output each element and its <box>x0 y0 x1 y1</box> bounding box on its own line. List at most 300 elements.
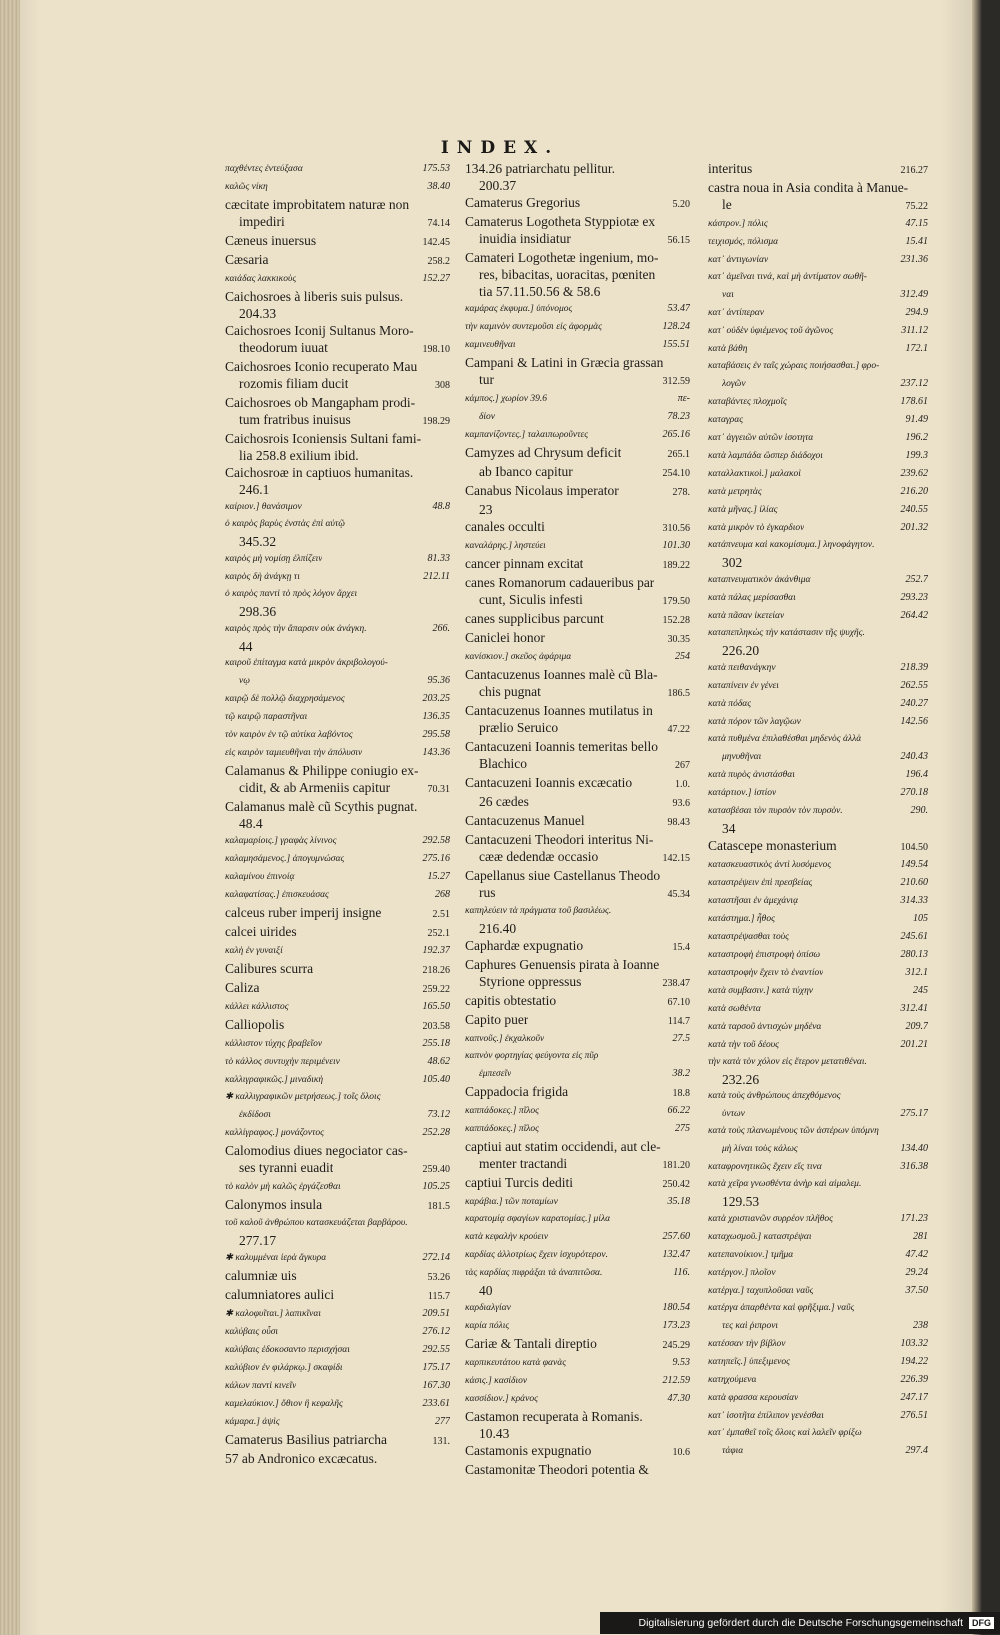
index-entry-term: cidit, & ab Armeniis capitur <box>239 780 391 795</box>
index-entry-term: καταστροφὴ ἐπιστροφὴ ὀπίσω <box>708 950 821 960</box>
index-entry-reference: 275 <box>675 1123 690 1134</box>
index-entry-reference: 152.28 <box>662 615 690 626</box>
index-entry <box>465 537 690 555</box>
index-entry-reference: 155.51 <box>662 339 690 350</box>
index-entry <box>225 305 450 322</box>
index-entry-reference: 245.29 <box>662 1340 690 1351</box>
index-entry-term: καταστῆσαι ἐν ἀμεχάνιᾳ <box>708 896 799 906</box>
index-entry-reference: 98.43 <box>667 817 690 828</box>
index-entry-term: calumniatores aulici <box>225 1287 335 1302</box>
index-entry-term: κάλλει κάλλιστος <box>225 1002 289 1012</box>
index-entry-reference: 142.15 <box>662 853 690 864</box>
index-entry-term: ὁ καιρὸς βαρὺς ἐνστὰς ἐπὶ αὐτῷ <box>225 519 345 529</box>
index-entry-term: κατ᾽ ἐμπαθεῖ τοῖς ὅλοις καὶ λαλεῖν φρίξω <box>708 1428 862 1438</box>
index-entry-term: Cantacuzeni Ioannis excæcatio <box>465 775 633 790</box>
index-entry-reference: 278. <box>672 487 690 498</box>
index-entry-reference: 15.4 <box>672 942 690 953</box>
index-entry <box>708 802 928 820</box>
index-entry <box>225 358 450 375</box>
index-entry-term: ✱ καλοφυῖται.] λαπικῖναι <box>225 1309 322 1319</box>
index-entry-term: Cantacuzeni Theodori interitus Ni- <box>465 832 654 847</box>
index-entry <box>708 465 928 483</box>
index-entry-term: Calamanus malè cũ Scythis pugnat. <box>225 799 418 814</box>
index-entry <box>465 1211 690 1228</box>
index-entry-term: κατὰ πυθμένα ἐπιλαθέσθαι μηδενὸς ἀλλὰ <box>708 734 862 744</box>
index-entry <box>465 555 690 574</box>
index-entry-term: 277.17 <box>239 1233 277 1248</box>
index-entry-term: κατὰ σωθέντα <box>708 1004 761 1014</box>
index-entry <box>708 571 928 589</box>
index-entry-reference: 311.12 <box>901 325 928 336</box>
index-entry-term: captiui Turcis dediti <box>465 1175 573 1190</box>
index-entry-term: καιρὸς πρὸς τὴν ἄπαρσιν οὐκ ἀνάγκη. <box>225 624 367 634</box>
index-entry <box>225 1016 450 1035</box>
index-entry-term: κατέργον.] πλοῖον <box>708 1268 776 1278</box>
index-entry <box>225 620 450 638</box>
index-entry <box>708 501 928 519</box>
index-entry-reference: 295.58 <box>422 729 450 740</box>
index-entry-term: menter tractandi <box>479 1156 568 1171</box>
index-entry-term: inuidia insidiatur <box>479 231 571 246</box>
index-entry <box>225 655 450 672</box>
index-entry-reference: 203.25 <box>422 693 450 704</box>
index-entry-reference: 178.61 <box>900 396 928 407</box>
index-entry <box>225 1377 450 1395</box>
index-entry <box>708 731 928 748</box>
index-entry-reference: 247.17 <box>900 1392 928 1403</box>
index-entry-term: κατὰ πυρὸς ἀνιστάσθαι <box>708 770 795 780</box>
index-entry-term: prælio Seruico <box>479 720 559 735</box>
index-entry-term: Caichosroæ in captiuos humanitas. <box>225 465 414 480</box>
index-entry-term: κατὰ ταρσοῦ ἀντισχών μηδένα <box>708 1022 822 1032</box>
index-entry <box>708 892 928 910</box>
index-entry <box>225 430 450 447</box>
index-entry-reference: 173.23 <box>662 1320 690 1331</box>
index-entry <box>708 358 928 375</box>
index-entry <box>465 1102 690 1120</box>
index-entry-reference: 105.40 <box>422 1074 450 1085</box>
index-entry <box>708 910 928 928</box>
index-entry <box>465 1065 690 1083</box>
index-entry-reference: 196.2 <box>905 432 928 443</box>
index-entry <box>225 498 450 516</box>
index-entry-term: capitis obtestatio <box>465 993 557 1008</box>
index-entry-term: κατ᾽ ἀγγειῶν αὐτῶν ἰσοτητα <box>708 433 814 443</box>
index-entry <box>708 1140 928 1158</box>
index-entry <box>225 1053 450 1071</box>
index-entry-reference: 198.29 <box>422 416 450 427</box>
index-entry-reference: 240.27 <box>900 698 928 709</box>
index-entry-term: τάφια <box>722 1446 744 1456</box>
index-entry <box>465 848 690 867</box>
index-entry-term: καίριον.] θανάσιμον <box>225 502 302 512</box>
index-entry-term: καλλίγραφος.] μονάζοντος <box>225 1128 325 1138</box>
index-entry <box>708 269 928 286</box>
index-entry <box>465 1354 690 1372</box>
index-entry-term: lia 258.8 exilium ibid. <box>239 448 359 463</box>
index-entry-term: καλὴ ἐν γυναιξί <box>225 946 283 956</box>
index-entry-reference: 35.18 <box>667 1196 690 1207</box>
index-entry <box>465 194 690 213</box>
index-entry-reference: 254.10 <box>662 468 690 479</box>
index-entry <box>465 1390 690 1408</box>
index-entry <box>225 586 450 603</box>
index-entry <box>708 1176 928 1193</box>
index-entry <box>465 249 690 266</box>
index-entry <box>225 923 450 942</box>
digitization-footer <box>600 1612 1000 1634</box>
index-entry-reference: 199.3 <box>905 450 928 461</box>
index-entry-reference: 180.54 <box>662 1302 690 1313</box>
index-entry-term: κατηχούμενα <box>708 1375 757 1385</box>
index-entry-reference: 265.16 <box>662 429 690 440</box>
index-entry-reference: 201.32 <box>900 522 928 533</box>
index-entry-term: καρία πόλις <box>465 1321 510 1331</box>
index-entry-reference: 267 <box>675 760 690 771</box>
index-entry-reference: 101.30 <box>662 540 690 551</box>
index-entry <box>465 1011 690 1030</box>
index-entry-reference: 29.24 <box>905 1267 928 1278</box>
index-entry-reference: 265.1 <box>667 449 690 460</box>
index-entry-reference: 266. <box>432 623 450 634</box>
index-entry-reference: 252.1 <box>427 928 450 939</box>
dfg-logo: DFG <box>969 1617 994 1629</box>
index-entry <box>708 837 928 856</box>
index-entry <box>225 232 450 251</box>
index-entry-reference: 203.58 <box>422 1021 450 1032</box>
index-entry-term: καλῶς νίκη <box>225 182 268 192</box>
index-entry-term: Calonymos insula <box>225 1197 323 1212</box>
index-entry <box>225 998 450 1016</box>
index-entry-term: cunt, Siculis infesti <box>479 592 583 607</box>
index-entry-term: κατὰ βάθη <box>708 344 748 354</box>
index-entry-reference: 216.20 <box>900 486 928 497</box>
index-column-middle <box>465 160 690 1478</box>
index-entry-reference: 66.22 <box>667 1105 690 1116</box>
index-entry <box>225 1071 450 1089</box>
index-entry-term: κατὰ χεῖρα γνωσθέντα ἀνὴρ καὶ αἰμαλεμ. <box>708 1179 862 1189</box>
index-entry-term: νῳ <box>239 676 250 686</box>
index-entry <box>225 904 450 923</box>
index-entry-term: 302 <box>722 555 743 570</box>
index-entry-term: Caichosroes ob Mangapham prodi- <box>225 395 416 410</box>
index-entry <box>465 702 690 719</box>
index-entry <box>708 1353 928 1371</box>
index-entry-reference: 292.55 <box>422 1344 450 1355</box>
index-entry-term: κατὰ πᾶσαν ἱκετείαν <box>708 611 785 621</box>
index-entry-term: κατὰ λαμπάδα ὥσπερ διάδοχοι <box>708 451 823 461</box>
index-entry-term: τὴν καμινὸν συντεμοῦσι εἰς ἀφορμὰς <box>465 322 602 332</box>
index-entry-term: καλλιγραφικῶς.] μιναδικὴ <box>225 1075 324 1085</box>
index-entry-term: καταπνευματικὸν ἀκάνθιμα <box>708 575 811 585</box>
index-entry-reference: 212.59 <box>662 1375 690 1386</box>
index-entry <box>465 992 690 1011</box>
index-entry <box>225 1232 450 1249</box>
index-entry <box>708 695 928 713</box>
index-entry-term: 246.1 <box>239 482 270 497</box>
index-entry-term: rozomis filiam ducit <box>239 376 349 391</box>
index-entry-reference: 312.49 <box>900 289 928 300</box>
index-entry-reference: 45.34 <box>667 889 690 900</box>
index-entry-term: καταγρας <box>708 415 744 425</box>
index-entry-term: κατὰ πειθανάγκην <box>708 663 776 673</box>
index-entry-term: κατασκευαστικὸς ἀντὶ λυσόμενος <box>708 860 832 870</box>
index-entry-reference: 171.23 <box>900 1213 928 1224</box>
index-entry-term: καταλλακτικοὶ.] μαλακοὶ <box>708 469 801 479</box>
index-entry-term: κατέργα.] ταχυπλοῦσαι ναῦς <box>708 1286 814 1296</box>
index-entry <box>708 946 928 964</box>
index-entry <box>465 591 690 610</box>
index-entry <box>465 831 690 848</box>
index-entry-reference: 81.33 <box>427 553 450 564</box>
index-entry-reference: 5.20 <box>672 199 690 210</box>
index-entry-term: τὸ καλὸν μὴ καλῶς ἐργάζεσθαι <box>225 1182 341 1192</box>
index-entry-reference: 136.35 <box>422 711 450 722</box>
index-entry <box>465 354 690 371</box>
index-entry-term: ses tyranni euadit <box>239 1160 334 1175</box>
index-entry-reference: 294.9 <box>905 307 928 318</box>
index-entry <box>225 322 450 339</box>
index-entry <box>225 603 450 620</box>
index-entry-term: καιάδας λακκικοὺς <box>225 274 297 284</box>
index-entry-term: παχθέντες ἐντεύξασα <box>225 164 303 174</box>
index-entry <box>465 719 690 738</box>
index-entry-term: καταστρέψειν ἐπὶ πρεσβείας <box>708 878 813 888</box>
index-entry-reference: 192.37 <box>422 945 450 956</box>
index-entry-term: καλύβιον ἐν φιλάρκῳ.] σκαφίδι <box>225 1363 343 1373</box>
index-entry-reference: 2.51 <box>432 909 450 920</box>
index-entry <box>225 960 450 979</box>
index-entry <box>225 339 450 358</box>
index-entry <box>465 629 690 648</box>
index-entry <box>708 625 928 642</box>
index-entry <box>465 177 690 194</box>
index-entry <box>708 1389 928 1407</box>
index-entry-term: theodorum iuuat <box>239 340 328 355</box>
index-entry <box>465 1335 690 1354</box>
index-entry-term: Cantacuzenus Ioannes mutilatus in <box>465 703 653 718</box>
index-entry <box>708 766 928 784</box>
index-entry <box>465 1083 690 1102</box>
index-entry <box>465 300 690 318</box>
index-entry-reference: 48.8 <box>432 501 450 512</box>
index-entry-term: κατάστημα.] ἦθος <box>708 914 775 924</box>
index-entry <box>225 160 450 178</box>
index-entry <box>225 815 450 832</box>
index-entry-term: κατεπανοίκιον.] τμῆμα <box>708 1250 794 1260</box>
index-entry-term: καππάδοκες.] πῖλος <box>465 1124 539 1134</box>
index-entry-term: Calomodius diues negociator cas- <box>225 1143 408 1158</box>
index-entry-term: λογῶν <box>722 379 746 389</box>
index-entry <box>225 1431 450 1450</box>
index-entry-reference: 104.50 <box>900 842 928 853</box>
index-entry-term: καιροῦ ἐπίταγμα κατὰ μικρὸν ἀκριβολογού- <box>225 658 388 668</box>
index-entry <box>708 1210 928 1228</box>
index-entry-term: κασσίδιον.] κράνος <box>465 1394 538 1404</box>
index-entry-term: Styrione oppressus <box>479 974 582 989</box>
index-entry <box>465 1461 690 1478</box>
index-entry-term: canales occulti <box>465 519 545 534</box>
index-entry-term: κατὰ συμβασιν.] κατὰ τύχην <box>708 986 814 996</box>
index-entry-term: κάστρον.] πόλις <box>708 219 768 229</box>
index-entry-reference: 259.22 <box>422 984 450 995</box>
index-entry-reference: 297.4 <box>905 1445 928 1456</box>
index-entry <box>465 648 690 666</box>
index-entry <box>225 568 450 586</box>
index-entry-reference: 131. <box>432 1436 450 1447</box>
index-entry-reference: 18.8 <box>672 1088 690 1099</box>
index-entry-term: calcei uirides <box>225 924 297 939</box>
index-entry-term: Camaterus Basilius patriarcha <box>225 1432 387 1447</box>
index-entry-reference: 53.47 <box>667 303 690 314</box>
index-entry <box>225 1267 450 1286</box>
index-entry <box>708 856 928 874</box>
index-entry <box>708 659 928 677</box>
index-entry <box>225 516 450 533</box>
index-entry <box>708 393 928 411</box>
index-entry-reference: 70.31 <box>427 784 450 795</box>
index-entry <box>708 1425 928 1442</box>
index-entry-reference: 231.36 <box>900 254 928 265</box>
index-entry <box>465 1425 690 1442</box>
index-entry <box>465 230 690 249</box>
page-title: INDEX. <box>440 138 560 158</box>
index-entry-term: ✱ καλλιγραφικῶν μετρήσεως.] τοῖς ὅλοις <box>225 1092 381 1102</box>
index-entry <box>465 738 690 755</box>
index-entry-term: Castamonitæ Theodori potentia & <box>465 1462 649 1477</box>
index-entry-reference: 105.25 <box>422 1181 450 1192</box>
index-entry <box>465 283 690 300</box>
index-entry-term: κατ᾽ ἀντιγωνίαν <box>708 255 769 265</box>
index-entry-reference: 114.7 <box>667 1016 690 1027</box>
index-entry-term: 34 <box>722 821 736 836</box>
page-edge <box>972 0 1000 1635</box>
index-entry-term: tum fratribus inuisus <box>239 412 351 427</box>
index-entry-reference: 239.62 <box>900 468 928 479</box>
index-entry-term: κατὰ πόρον τῶν λαγῷων <box>708 717 801 727</box>
index-entry <box>225 744 450 762</box>
index-entry-reference: 275.17 <box>900 1108 928 1119</box>
index-entry <box>465 266 690 283</box>
index-entry <box>465 1138 690 1155</box>
index-entry-reference: 175.17 <box>422 1362 450 1373</box>
index-entry-term: κάσις.] κασίδιον <box>465 1376 528 1386</box>
index-entry <box>708 1317 928 1335</box>
index-entry-term: cææ dedendæ occasio <box>479 849 599 864</box>
index-entry-reference: 312.59 <box>662 376 690 387</box>
index-entry <box>225 1305 450 1323</box>
index-entry-term: ἐκδίδοσι <box>239 1110 271 1120</box>
index-entry-term: καιρὸς μὴ νομίσῃ ἐλπίζειν <box>225 554 323 564</box>
index-entry-reference: 189.22 <box>662 560 690 571</box>
index-entry-term: Cæneus inuersus <box>225 233 317 248</box>
index-entry-term: ✱ καλυμμέναι ἱερὰ ἄγκυρα <box>225 1253 327 1263</box>
index-entry-reference: 270.18 <box>900 787 928 798</box>
index-entry-term: Caichosroes à liberis suis pulsus. <box>225 289 404 304</box>
index-entry-reference: 292.58 <box>422 835 450 846</box>
index-entry <box>708 1071 928 1088</box>
index-entry <box>708 554 928 571</box>
index-entry <box>225 178 450 196</box>
index-entry <box>465 408 690 426</box>
index-entry-term: καπνοῦς.] ἐκχαλκοῦν <box>465 1034 545 1044</box>
footer-text: Digitalisierung gefördert durch die Deutsche Forschungsgemeinschaft <box>638 1617 963 1629</box>
index-entry-reference: 134.40 <box>900 1143 928 1154</box>
index-entry-term: κατὰ τοὺς πλανωμένους τῶν ἀστέρων ὑπόμνη <box>708 1126 879 1136</box>
index-entry <box>708 1123 928 1140</box>
index-entry-reference: 259.40 <box>422 1164 450 1175</box>
index-entry <box>225 447 450 464</box>
index-entry-reference: 201.21 <box>900 1039 928 1050</box>
index-entry-term: interitus <box>708 161 753 176</box>
index-entry-term: 345.32 <box>239 534 277 549</box>
index-entry-reference: 226.39 <box>900 1374 928 1385</box>
index-entry-term: Caliza <box>225 980 260 995</box>
index-entry-term: καμάρας ἐκφυμα.] ὑπόνομος <box>465 304 573 314</box>
index-entry <box>225 979 450 998</box>
index-entry-reference: 237.12 <box>900 378 928 389</box>
index-entry-term: καταφρονητικῶς ἔχειν εἴς τινα <box>708 1162 822 1172</box>
index-entry-term: 204.33 <box>239 306 277 321</box>
index-entry <box>465 956 690 973</box>
index-entry-term: canes Romanorum cadaueribus par <box>465 575 655 590</box>
index-entry-term: κατὰ τοὺς ἀνθρώπους ἀπεχθόμενος <box>708 1091 841 1101</box>
index-entry-term: 129.53 <box>722 1194 760 1209</box>
index-entry <box>465 1120 690 1138</box>
index-entry <box>708 1264 928 1282</box>
index-entry <box>225 196 450 213</box>
index-entry-term: καρδιαλγίαν <box>465 1303 511 1313</box>
index-entry-term: εἰς καιρὸν ταμιευθῆναι τὴν ἀπόλυσιν <box>225 748 363 758</box>
index-entry-term: κατὰ πάλας μερίσασθαι <box>708 593 796 603</box>
index-entry <box>225 1395 450 1413</box>
index-entry <box>225 708 450 726</box>
index-entry-term: Castamonis expugnatio <box>465 1443 592 1458</box>
index-entry-term: Blachico <box>479 756 527 771</box>
index-entry-reference: 245.61 <box>900 931 928 942</box>
index-entry-reference: 67.10 <box>667 997 690 1008</box>
index-entry-reference: 38.40 <box>427 181 450 192</box>
index-entry-term: Caniclei honor <box>465 630 545 645</box>
index-entry <box>225 638 450 655</box>
index-entry <box>708 179 928 196</box>
index-entry-term: τὴν κατὰ τὸν χόλον εἰς ἕτερον μετατιθέναι. <box>708 1057 867 1067</box>
index-entry <box>465 867 690 884</box>
index-entry-reference: 308 <box>435 380 450 391</box>
index-entry-reference: 258.2 <box>427 256 450 267</box>
index-entry <box>708 874 928 892</box>
index-entry <box>465 574 690 591</box>
index-entry-reference: 47.42 <box>905 1249 928 1260</box>
index-entry <box>708 784 928 802</box>
index-entry-reference: 10.6 <box>672 1447 690 1458</box>
index-entry-term: Caichosroes Iconio recuperato Mau <box>225 359 418 374</box>
index-entry-reference: 276.12 <box>422 1326 450 1337</box>
index-entry-reference: 245 <box>913 985 928 996</box>
index-entry-reference: 105 <box>913 913 928 924</box>
index-entry <box>225 1413 450 1431</box>
index-entry-term: ὁ καιρὸς παντὶ τὸ πρὸς λόγον ἄρχει <box>225 589 358 599</box>
index-entry-term: res, bibacitas, uoracitas, pœniten <box>479 267 656 282</box>
index-entry <box>708 1105 928 1123</box>
index-entry-reference: 210.60 <box>900 877 928 888</box>
index-entry-reference: 240.55 <box>900 504 928 515</box>
index-entry-reference: 264.42 <box>900 610 928 621</box>
index-entry-term: κατασβέσαι τὸν πυρσὸν τὸν πυρσὸν. <box>708 806 843 816</box>
index-entry-reference: 238 <box>913 1320 928 1331</box>
index-entry <box>465 1317 690 1335</box>
index-entry-term: καπηλεύειν τὰ πράγματα τοῦ βασιλέως. <box>465 906 612 916</box>
